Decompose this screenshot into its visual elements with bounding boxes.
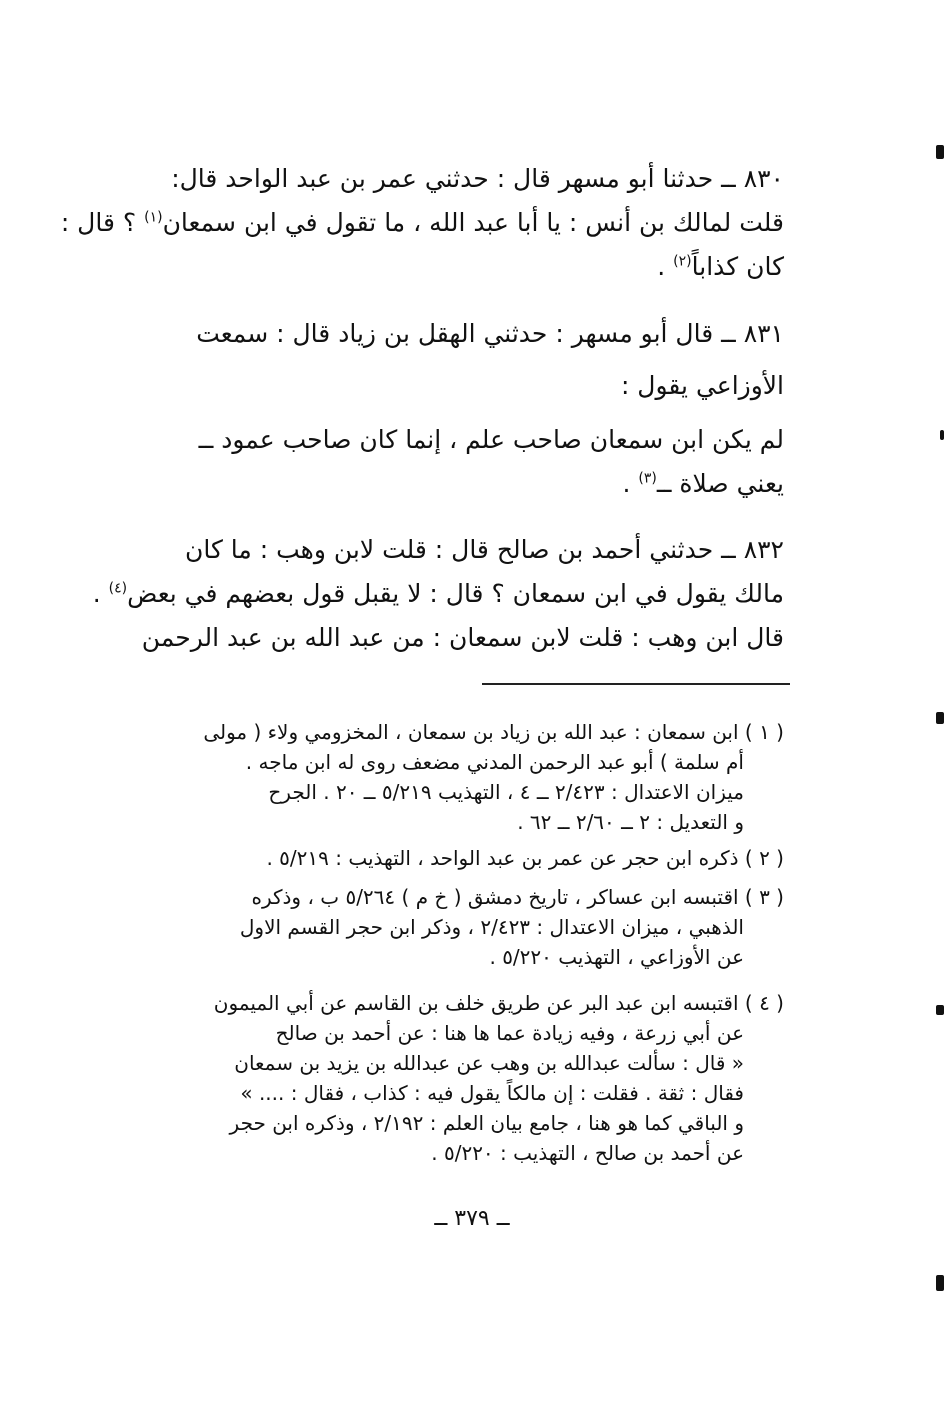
text-line: يعني صلاة ــ$^{(٣)}$ . xyxy=(622,469,784,498)
text-line: كان كذاباً$^{(٢)}$ . xyxy=(657,252,784,281)
text-line: ٨٣١ ــ قال أبو مسهر : حدثني الهقل بن زياد قال : سمعت xyxy=(196,319,784,348)
footnote-line: عن أحمد بن صالح ، التهذيب : ٥/٢٢٠ . xyxy=(431,1141,744,1165)
footnote-line: « قال : سألت عبدالله بن وهب عن عبدالله بن يزيد بن سمعان xyxy=(234,1051,744,1075)
footnote-2 xyxy=(144,843,784,873)
footnote-line: عن الأوزاعي ، التهذيب ٥/٢٢٠ . xyxy=(489,945,744,969)
text-line: لم يكن ابن سمعان صاحب علم ، إنما كان صاحب عمود ــ xyxy=(198,425,784,454)
scan-edge-mark xyxy=(936,712,944,724)
footnote-ref[interactable]: (٤) xyxy=(108,580,128,597)
footnote-3 xyxy=(144,882,784,972)
footnote-line: أم سلمة ) أبو عبد الرحمن المدني مضعف روى له ابن ماجه . xyxy=(245,750,744,774)
footnote-ref[interactable]: (٢) xyxy=(673,253,692,270)
footnote-line: ( ٣ ) اقتبسه ابن عساكر ، تاريخ دمشق ( خ م ) ٥/٢٦٤ ب ، وذكره xyxy=(251,885,784,909)
paragraph-832 xyxy=(92,528,784,660)
scan-edge-mark xyxy=(936,145,944,159)
text-line: قال ابن وهب : قلت لابن سمعان : من عبد الله بن عبد الرحمن xyxy=(141,623,784,652)
paragraph-830 xyxy=(60,157,784,289)
footnote-1 xyxy=(144,717,784,837)
text-line: ٨٣٢ ــ حدثني أحمد بن صالح قال : قلت لابن وهب : ما كان xyxy=(184,535,784,564)
paragraph-831 xyxy=(144,308,784,412)
text-line: الأوزاعي يقول : xyxy=(620,371,784,400)
scan-edge-mark xyxy=(940,430,944,440)
footnote-line: فقال : ثقة . فقلت : إن مالكاً يقول فيه : كذاب ، فقال : .... » xyxy=(240,1081,744,1105)
footnote-line: و التعديل : ٢ ــ ٢/٦٠ ــ ٦٢ . xyxy=(517,810,744,834)
paragraph-831-quote xyxy=(144,418,784,506)
text-line: ٨٣٠ ــ حدثنا أبو مسهر قال : حدثني عمر بن عبد الواحد قال: xyxy=(171,164,784,193)
footnote-4 xyxy=(144,988,784,1168)
text-line: قلت لمالك بن أنس : يا أبا عبد الله ، ما تقول في ابن سمعان$^{(١)}$ ؟ قال : xyxy=(60,208,784,237)
footnote-line: ( ٤ ) اقتبسه ابن عبد البر عن طريق خلف بن القاسم عن أبي الميمون xyxy=(213,991,784,1015)
footnote-separator xyxy=(482,683,790,685)
footnote-line: ( ٢ ) ذكره ابن حجر عن عمر بن عبد الواحد ، التهذيب : ٥/٢١٩ . xyxy=(266,846,784,870)
footnote-line: ميزان الاعتدال : ٢/٤٢٣ ــ ٤ ، التهذيب ٥/٢١٩ ــ ٢٠ . الجرح xyxy=(268,780,744,804)
footnote-line: عن أبي زرعة ، وفيه زيادة عما ها هنا : عن أحمد بن صالح xyxy=(275,1021,744,1045)
footnote-ref[interactable]: (١) xyxy=(144,209,163,226)
footnote-line: ( ١ ) ابن سمعان : عبد الله بن زياد بن سمعان ، المخزومي ولاء ( مولى xyxy=(203,720,784,744)
scan-edge-mark xyxy=(936,1275,944,1291)
page-number: ــ ٣٧٩ ــ xyxy=(434,1206,510,1231)
footnote-line: و الباقي كما هو هنا ، جامع بيان العلم : ٢/١٩٢ ، وذكره ابن حجر xyxy=(229,1111,744,1135)
footnote-line: الذهبي ، ميزان الاعتدال : ٢/٤٢٣ ، وذكر ابن حجر القسم الاول xyxy=(239,915,744,939)
footnote-ref[interactable]: (٣) xyxy=(638,470,657,487)
scan-edge-mark xyxy=(936,1005,944,1015)
text-line: مالك يقول في ابن سمعان ؟ قال : لا يقبل قول بعضهم في بعض$^{(٤)}$ . xyxy=(92,579,784,608)
